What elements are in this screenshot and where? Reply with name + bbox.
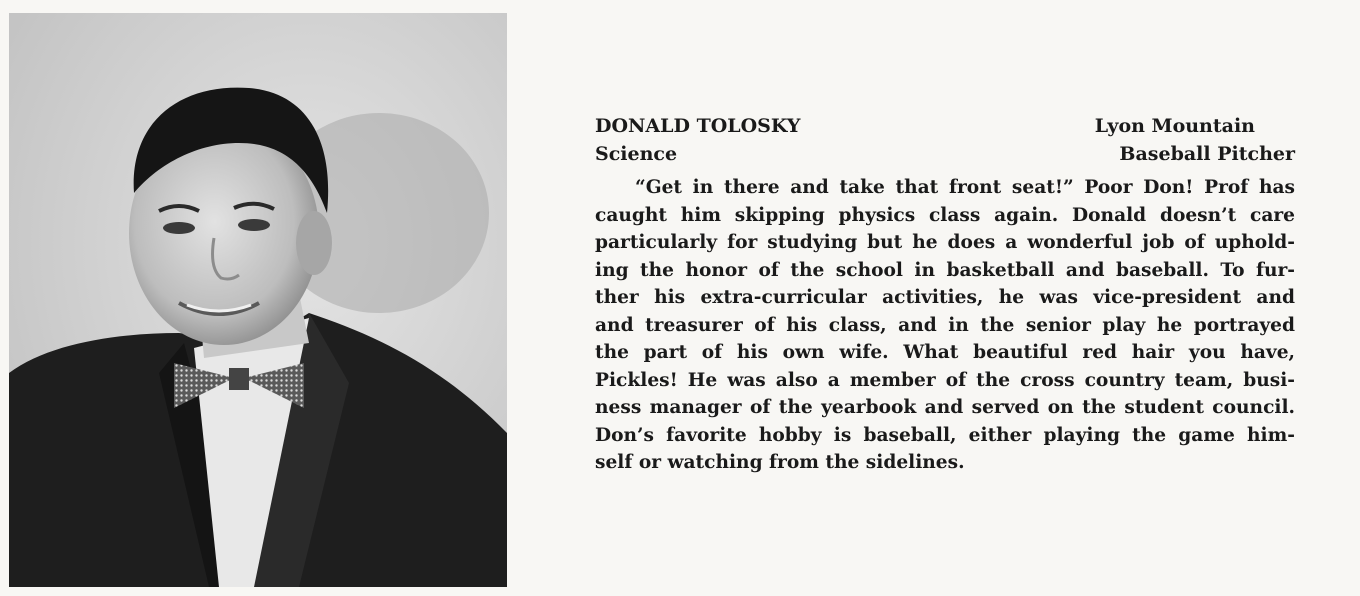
header-row-2: [595, 140, 1295, 168]
bio-line: ing the honor of the school in basketball and baseball. To fur-: [595, 259, 1295, 281]
student-portrait-photo: [9, 13, 507, 587]
bio-line: ness manager of the yearbook and served on the student council.: [595, 397, 1295, 418]
student-biography: [595, 174, 1295, 477]
header-row-1: [595, 112, 1295, 140]
portrait-image: [9, 13, 507, 587]
bio-line: Don’s favorite hobby is baseball, either playing the game him-: [595, 424, 1295, 446]
bio-line: and treasurer of his class, and in the senior play he portrayed: [595, 314, 1295, 336]
bio-line: particularly for studying but he does a wonderful job of uphold-: [595, 232, 1295, 253]
student-entry: [595, 112, 1295, 477]
student-ambition: Baseball Pitcher: [1119, 143, 1295, 165]
bio-line: “Get in there and take that front seat!” Poor Don! Prof has: [635, 177, 1295, 198]
student-course: Science: [595, 143, 678, 165]
student-hometown: Lyon Mountain: [1094, 115, 1255, 137]
student-name: DONALD TOLOSKY: [595, 115, 801, 137]
bio-line: the part of his own wife. What beautiful red hair you have,: [595, 342, 1295, 363]
bio-line: self or watching from the sidelines.: [595, 452, 965, 473]
bio-line: Pickles! He was also a member of the cross country team, busi-: [595, 369, 1295, 391]
bio-line: ther his extra-curricular activities, he was vice-president and: [595, 287, 1295, 308]
bio-line: caught him skipping physics class again. Donald doesn’t care: [595, 204, 1295, 226]
